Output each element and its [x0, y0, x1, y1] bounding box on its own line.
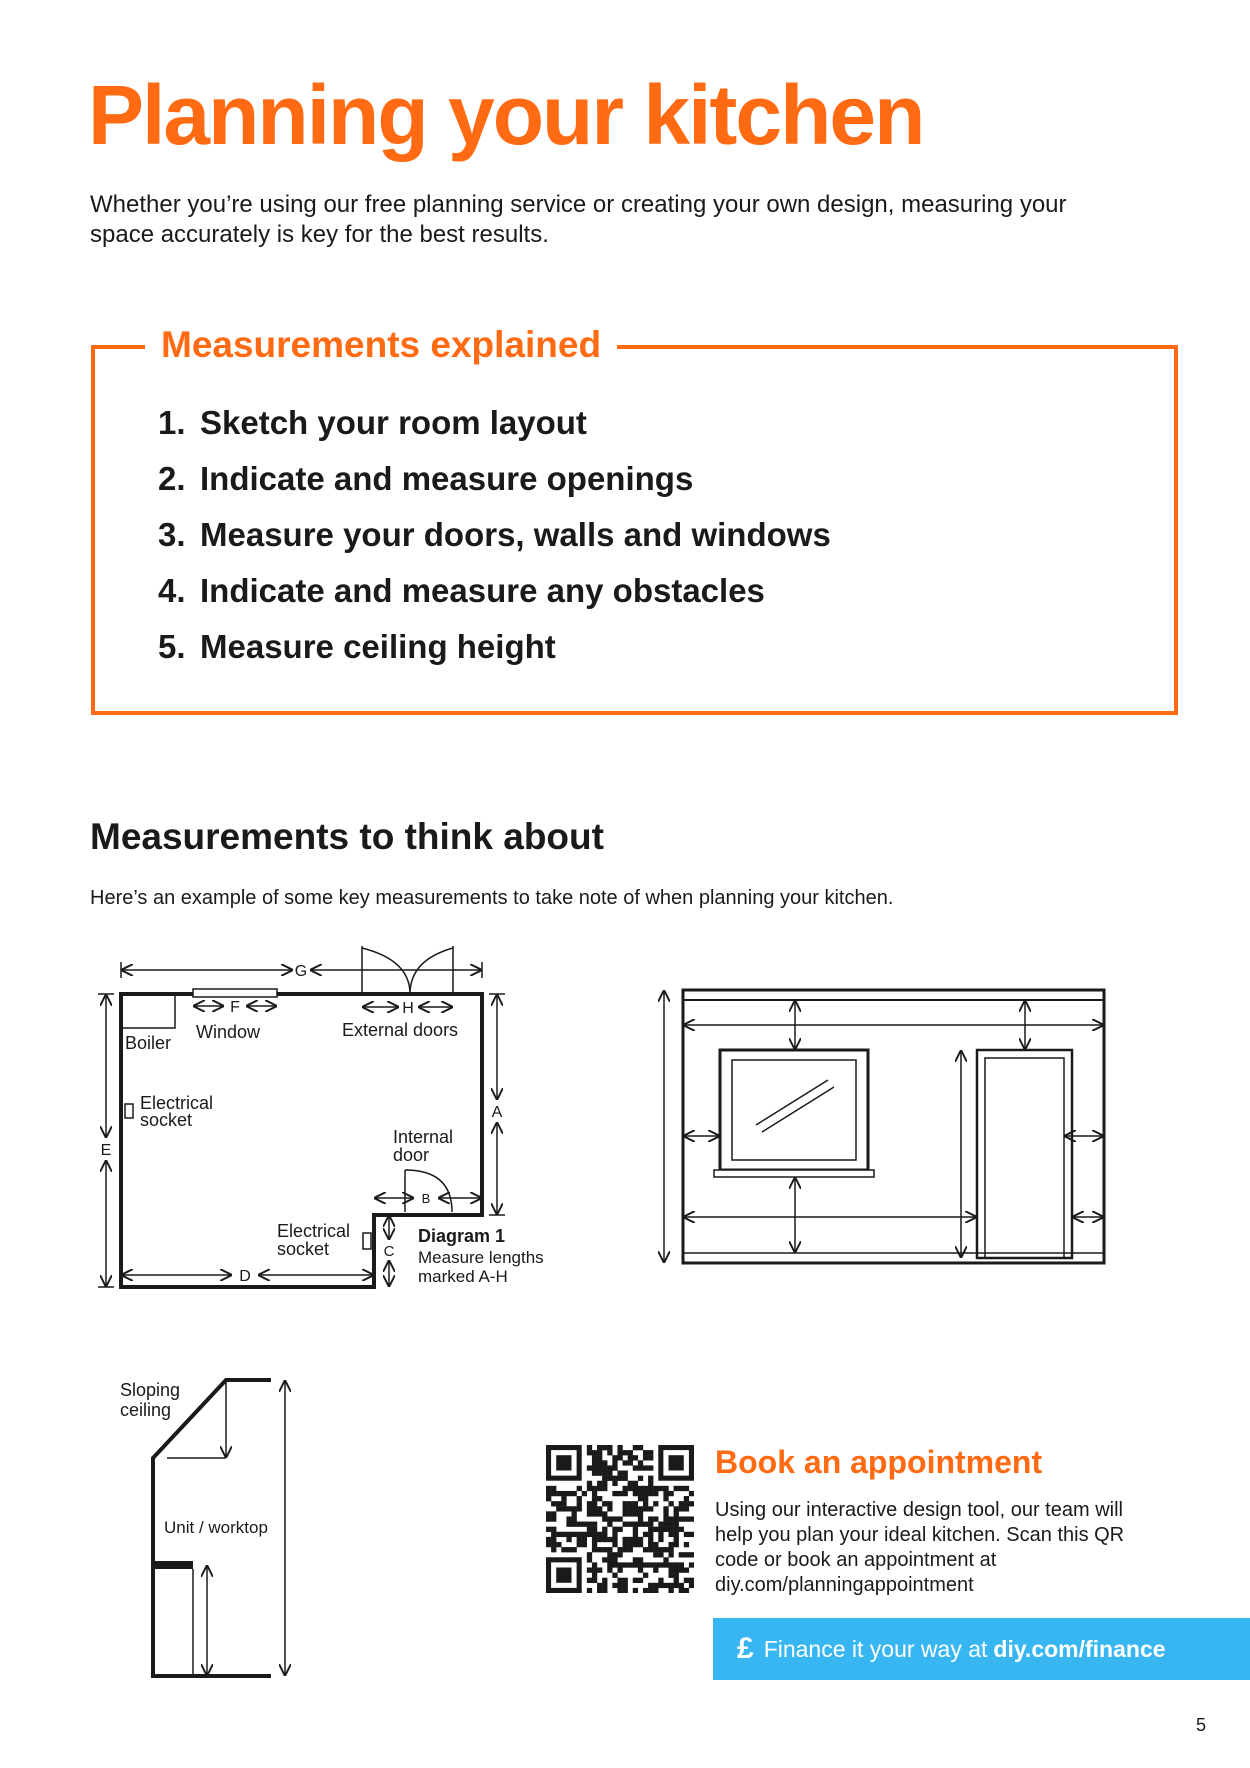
page-title: Planning your kitchen — [88, 68, 924, 162]
label-boiler: Boiler — [125, 1033, 172, 1053]
socket-symbol — [363, 1233, 371, 1249]
label-window: Window — [196, 1022, 261, 1042]
step-text: Indicate and measure openings — [200, 460, 694, 497]
label-a: A — [491, 1104, 503, 1121]
qr-code-icon[interactable] — [546, 1445, 694, 1593]
external-door-swings — [362, 948, 453, 994]
finance-text: Finance it your way at — [763, 1635, 988, 1662]
label-f: F — [230, 999, 240, 1016]
label-d: D — [239, 1268, 251, 1285]
step-text: Indicate and measure any obstacles — [200, 572, 765, 609]
label-socket-2: Electrical — [277, 1221, 351, 1241]
label-socket-2b: socket — [277, 1239, 330, 1259]
intro-text: Whether you’re using our free planning service or creating your own design, measuring your space accurately is key for the best results. — [90, 191, 1067, 248]
label-b: B — [421, 1191, 431, 1206]
socket-symbol — [125, 1104, 133, 1118]
step-number: 1. — [158, 404, 186, 441]
step-text: Measure your doors, walls and windows — [200, 516, 831, 553]
label-socket-1: Electrical — [140, 1093, 214, 1113]
pound-sign-icon: £ — [737, 1632, 754, 1665]
boiler-box — [121, 994, 175, 1028]
label-g: G — [294, 963, 308, 980]
book-appointment-title: Book an appointment — [715, 1444, 1043, 1480]
step-number: 4. — [158, 572, 186, 609]
section-heading: Measurements to think about — [90, 816, 604, 857]
step-text: Sketch your room layout — [200, 404, 587, 441]
window-symbol — [193, 989, 277, 997]
page-number: 5 — [1196, 1715, 1207, 1735]
step-number: 5. — [158, 628, 186, 665]
step-text: Measure ceiling height — [200, 628, 556, 665]
label-h: H — [402, 1000, 414, 1017]
label-internal-door-b: door — [393, 1145, 430, 1165]
door-frame — [977, 1050, 1072, 1258]
measurements-box-title: Measurements explained — [145, 318, 617, 372]
window-frame — [720, 1050, 868, 1170]
step-number: 3. — [158, 516, 186, 553]
section-subtitle: Here’s an example of some key measurements to take note of when planning your kitchen. — [90, 887, 894, 909]
finance-link[interactable]: diy.com/finance — [993, 1635, 1166, 1662]
diagram-caption-line1: Measure lengths — [418, 1248, 544, 1267]
worktop-symbol — [153, 1561, 193, 1569]
finance-banner[interactable] — [713, 1618, 1250, 1680]
sloping-ceiling-label-b: ceiling — [120, 1400, 172, 1420]
label-e: E — [100, 1142, 112, 1159]
label-socket-1b: socket — [140, 1110, 193, 1130]
diagram-caption-title: Diagram 1 — [418, 1226, 506, 1246]
label-c: C — [383, 1243, 395, 1260]
diagram-caption-line2: marked A-H — [418, 1267, 508, 1286]
step-number: 2. — [158, 460, 186, 497]
window-sill — [714, 1170, 874, 1177]
book-appointment-text: Using our interactive design tool, our team will help you plan your ideal kitchen. Scan this QR code or book an appointment at diy.com/planningappointment — [715, 1499, 1125, 1596]
sloping-ceiling-label: Sloping — [120, 1380, 181, 1400]
wall-elevation-diagram — [664, 990, 1104, 1263]
label-internal-door: Internal — [393, 1127, 454, 1147]
unit-worktop-label: Unit / worktop — [164, 1518, 268, 1537]
label-external-doors: External doors — [342, 1020, 459, 1040]
wall-outline — [683, 990, 1104, 1263]
